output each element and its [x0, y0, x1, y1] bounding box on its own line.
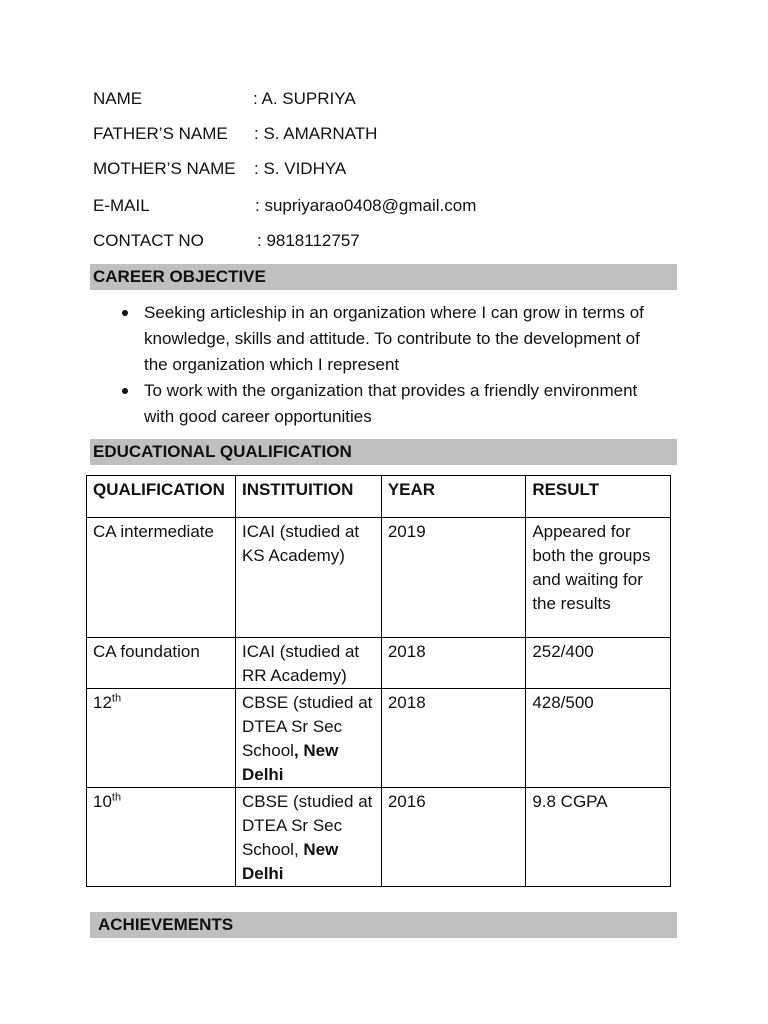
institution-cell: ICAI (studied at RR Academy) [235, 638, 381, 689]
bullet-icon [122, 310, 128, 316]
institution-location: New Delhi [241, 840, 339, 883]
name-value: : A. SUPRIYA [253, 89, 356, 108]
qualification-suffix: th [111, 791, 122, 804]
column-header-qualification: QUALIFICATION [87, 476, 236, 518]
year-cell: 2018 [381, 689, 525, 788]
year-cell: 2018 [381, 638, 525, 689]
career-objective-list [144, 300, 664, 430]
institution-text: CBSE (studied at DTEA Sr Sec School, [241, 792, 373, 859]
table-row [87, 689, 671, 788]
table-row [87, 518, 671, 638]
qualification-cell [87, 788, 236, 887]
table-row [87, 788, 671, 887]
result-cell: Appeared for both the groups and waiting for the results [526, 518, 671, 638]
year-cell: 2019 [381, 518, 525, 638]
career-objective-heading: CAREER OBJECTIVE [90, 264, 677, 290]
result-cell: 428/500 [526, 689, 671, 788]
qualification-number: 12 [93, 693, 112, 712]
email-value: : supriyarao0408@gmail.com [255, 196, 477, 215]
contact-label: CONTACT NO [93, 231, 204, 250]
mother-name-value: : S. VIDHYA [254, 159, 347, 178]
table-header-row [87, 476, 671, 518]
institution-cell [235, 788, 381, 887]
qualification-cell [87, 689, 236, 788]
qualification-suffix: th [111, 692, 122, 705]
year-cell: 2016 [381, 788, 525, 887]
contact-value: : 9818112757 [257, 231, 360, 250]
institution-cell [235, 689, 381, 788]
column-header-institution: INSTITUITION [235, 476, 381, 518]
education-table [86, 475, 671, 887]
mother-name-label: MOTHER’S NAME [93, 159, 236, 178]
institution-location: , New Delhi [241, 741, 339, 784]
table-row [87, 638, 671, 689]
list-item [144, 300, 664, 378]
bullet-text: To work with the organization that provides a friendly environment with good career opportunities [144, 381, 638, 426]
list-item [144, 378, 664, 430]
qualification-cell: CA intermediate [87, 518, 236, 638]
achievements-heading: ACHIEVEMENTS [90, 912, 677, 938]
bullet-text: Seeking articleship in an organization where I can grow in terms of knowledge, skills and attitude. To contribute to the development of the organization which I represent [144, 303, 644, 374]
father-name-label: FATHER’S NAME [93, 124, 228, 143]
qualification-number: 10 [93, 792, 112, 811]
name-label: NAME [93, 89, 143, 108]
father-name-value: : S. AMARNATH [254, 124, 378, 143]
result-cell: 9.8 CGPA [526, 788, 671, 887]
institution-cell: ICAI (studied at KS Academy) [235, 518, 381, 638]
qualification-cell: CA foundation [87, 638, 236, 689]
column-header-result: RESULT [526, 476, 671, 518]
column-header-year: YEAR [381, 476, 525, 518]
bullet-icon [122, 388, 128, 394]
result-cell: 252/400 [526, 638, 671, 689]
educational-qualification-heading: EDUCATIONAL QUALIFICATION [90, 439, 677, 465]
institution-text: CBSE (studied at DTEA Sr Sec School [241, 693, 373, 760]
email-label: E-MAIL [93, 196, 150, 215]
